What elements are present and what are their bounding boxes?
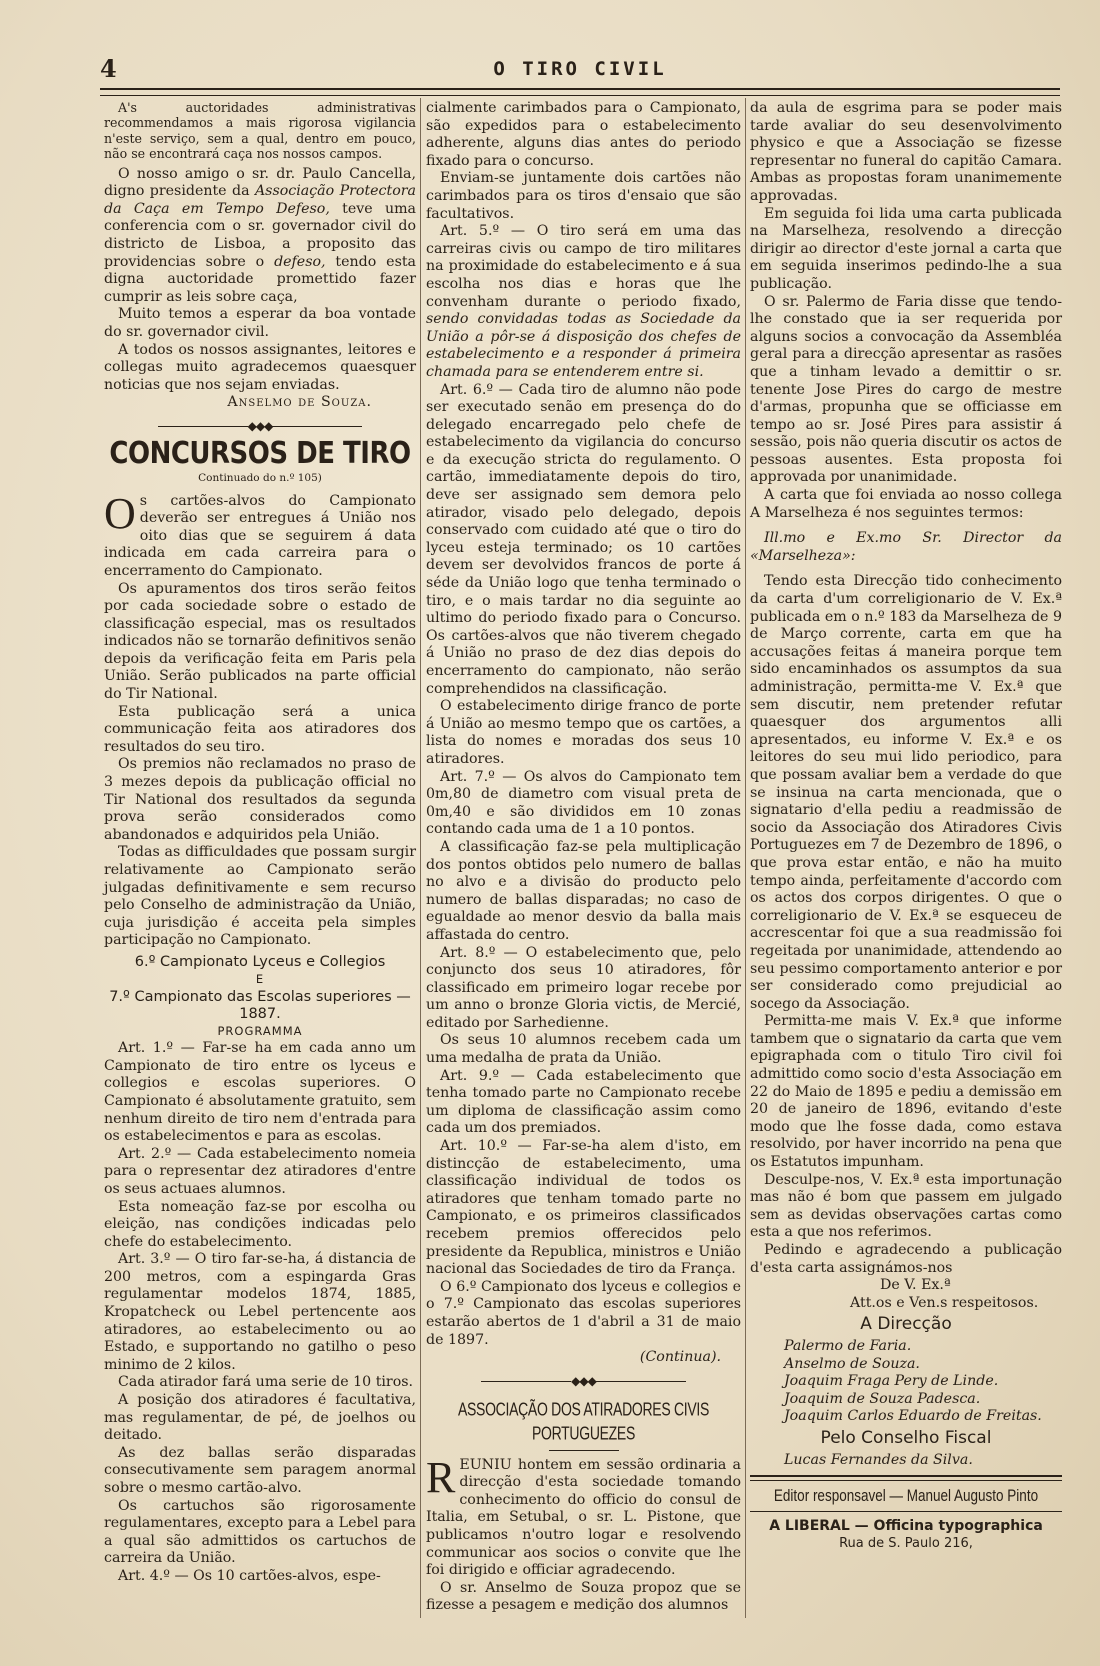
drop-cap: R [426,1452,456,1502]
article: Art. 1.º — Far-se ha em cada anno um Campionato de tiro entre os lyceus e collegios e escolas superiores. O Campionato é absolutamente gratuito, sem nenhum direito de tiro nem d'entrada para os estabelecimentos e para as escolas. [104,1040,416,1145]
paragraph: A classificação faz-se pela multiplicação dos pontos obtidos pelo numero de ballas no alvo e a divisão do producto pelo numero de ballas disparadas; no caso de egualdade ao menor desvio da balla mais affastada do centro. [426,838,741,943]
paragraph: O estabelecimento dirige franco de porte á União ao mesmo tempo que os cartões, a lista do nomes e moradas dos seus 10 atiradores. [426,698,741,767]
article: Art. 8.º — O estabelecimento que, pelo conjuncto dos seus 10 atiradores, fôr classificado em primeiro logar recebe por um anno o bronze Gloria victis, de Mercié, editado por Sarhedienne. [426,944,741,1031]
paragraph: Esta publicação será a unica communicação feita aos atiradores dos resultados do seu tiro. [104,703,416,755]
letter-closing: De V. Ex.ª [880,1277,951,1294]
footer-rule [750,1511,1062,1512]
paragraph: O 6.º Campionato dos lyceus e collegios e o 7.º Campionato das escolas superiores estarão abertos de 1 d'abril a 31 de maio de 1897. [426,1278,741,1348]
paragraph: A todos os nossos assignantes, leitores e collegas muito agradecemos quaesquer noticias que nos sejam enviadas. [104,341,416,393]
programma-label: PROGRAMMA [217,1023,303,1038]
short-rule [549,1450,619,1451]
letter-closing: Att.os e Ven.s respeitosos. [850,1294,1039,1311]
article: Art. 5.º — O tiro será em uma das carreiras civis ou campo de tiro militares na proximidade do estabelecimento e á sua escolha nos dias e horas que lhe convenham durante o periodo fixado, sendo convidadas todas as Sociedade da União a pôr-se á disposição dos chefes de estabelecimento e a responder á primeira chamada para se entenderem entre si. [426,223,741,380]
drop-cap: O [104,488,136,538]
letter-salutation: Ill.mo e Ex.mo Sr. Director da «Marselheza»: [750,530,1062,564]
paragraph: Os seus 10 alumnos recebem cada um uma medalha de prata da União. [426,1032,741,1067]
column-divider [745,98,746,1618]
column-3 [750,100,1062,1553]
paragraph: Cada atirador fará uma serie de 10 tiros. [118,1374,414,1391]
editor-line: Editor responsavel — Manuel Augusto Pinto [773,1486,1039,1505]
paragraph: O sr. Palermo de Faria disse que tendo-lhe constado que ia ser requerida por alguns socios a convocação da Assembléa geral para a direcção apresentar as rasões que a tinham levado a demittir o sr. tenente Jose Pires do cargo de mestre d'armas, propunha que se officiasse em tempo ao sr. José Pires para assistir á sessão, pois não queria discutir os actos de pessoas ausentes. Esta proposta foi approvada por unanimidade. [750,293,1062,486]
column-divider [420,98,421,1618]
paragraph: cialmente carimbados para o Campionato, são expedidos para o estabelecimento adherente, alguns dias antes do periodo fixado para o concurso. [426,100,741,169]
paragraph: Permitta-me mais V. Ex.ª que informe tambem que o signatario da carta que vem epigraphada com o titulo Tiro civil foi admittido como socio d'esta Associação em 22 do Maio de 1895 e pediu a demissão em 20 de janeiro de 1896, evitando d'este modo que lhe fosse dada, como estava resolvido, por haver incorrido na pena que os Estatutos impunham. [750,1013,1062,1171]
paragraph: Enviam-se juntamente dois cartões não carimbados para os tiros d'ensaio que são facultativos. [426,170,741,222]
paragraph: Pedindo e agradecendo a publicação d'esta carta assignámos-nos [750,1242,1062,1276]
article: Art. 7.º — Os alvos do Campionato tem 0m,80 de diametro com visual preta de 0m,40 e são divididos em 10 zonas contando cada uma de 1 a 10 pontos. [426,768,741,838]
paragraph: Muito temos a esperar da boa vontade do sr. governador civil. [104,306,416,340]
signature-heading: A Direcção [860,1314,952,1335]
ornament-divider: ◆◆◆ [426,1373,741,1391]
article: Art. 3.º — O tiro far-se-ha, á distancia de 200 metros, com a espingarda Gras regulamentar modelos 1874, 1885, Kropatcheck ou Lebel pertencente aos atiradores, ao estabelecimento ou ao Estado, e supportando no gatilho o peso minimo de 2 kilos. [104,1251,416,1373]
signature-heading: Pelo Conselho Fiscal [820,1427,992,1448]
paragraph: Tendo esta Direcção tido conhecimento da carta d'um correligionario de V. Ex.ª publicada em o n.º 183 da Marselheza de 9 de Março corrente, carta em que ha accusações feitas á maneira porque tem sido encaminhados os assumptos da sua administração, permitta-me V. Ex.ª que sem discutir, nem pretender refutar quaesquer dos argumentos alli apresentados, eu informe V. Ex.ª e os leitores do seu mui lido periodico, para que possam avaliar bem a verdade do que se insinua na carta mencionada, que o signatario d'ella pediu a readmissão de socio da Associação dos Atiradores Civis Portuguezes em 7 de Dezembro de 1896, o que prova estar então, e não ha muito tempo ainda, perfeitamente d'accordo com os actos dos corpos dirigentes. O que o correligionario de V. Ex.ª se esqueceu de accrescentar foi que a sua readmissão foi regeitada por unanimidade, attendendo ao seu pessimo comportamento anterior e por ser considerado como prejudicial ao socego da Associação. [750,573,1062,1012]
paragraph: Os cartuchos são rigorosamente regulamentares, excepto para a Lebel para a qual são admittidos os cartuchos de carreira da União. [104,1497,416,1567]
signatory: Palermo de Faria. [784,1337,912,1354]
printer-address: Rua de S. Paulo 216, [839,1536,973,1552]
signatories-list [750,1338,1062,1426]
paragraph: Todas as difficuldades que possam surgir relativamente ao Campionato serão julgadas definitivamente e sem recurso pelo Conselho de administração da União, cuja jurisdição é acceita pela simples participação no Campionato. [104,844,416,949]
header-rule [100,88,1060,96]
paragraph: Os premios não reclamados no praso de 3 mezes depois da publicação official no Tir National dos resultados da segunda prova serão considerados como abandonados e adquiridos pela União. [104,756,416,843]
page-number: 4 [100,54,117,83]
printer-name: A LIBERAL — Officina typographica [769,1517,1043,1534]
article: Art. 6.º — Cada tiro de alumno não pode ser executado senão em presença do do delegado encarregado pelo chefe de estabelecimento da vigilancia do concurso e da execução stricta do regulamento. O cartão, immediatamente depois do tiro, deve ser assignado sem demora pelo atirador, visado pelo delegado, depois conservado com cuidado até que o tiro do lyceu esteja terminado; os 10 cartões devem ser devolvidos francos de porte á séde da União logo que tenha terminado o tiro, e o mais tardar no dia seguinte ao ultimo do periodo fixado para o Concurso. Os cartões-alvos que não tiverem chegado á União no praso de dez dias depois do encerramento do campionato, não serão comprehendidos na classificação. [426,381,741,697]
article: Art. 10.º — Far-se-ha alem d'isto, em distincção de estabelecimento, uma classificação individual de todos os atiradores que tenham tomado parte no Campionato, e os primeiros classificados recebem premios offerecidos pelo presidente da Republica, ministros e União nacional das Sociedades de tiro da França. [426,1138,741,1278]
paragraph: REUNIU hontem em sessão ordinaria a direcção d'esta sociedade tomando conhecimento do officio do consul de Italia, em Setubal, o sr. L. Pistone, que publicamos n'outro logar e resolvendo communicar aos socios o convite que lhe foi dirigido e officiar agradecendo. [426,1452,741,1579]
signatory: Joaquim Carlos Eduardo de Freitas. [784,1408,1042,1425]
page-header [100,52,1060,92]
paragraph: As dez ballas serão disparadas consecutivamente sem paragem anormal sobre o mesmo cartão-alvo. [104,1444,416,1496]
paragraph: A posição dos atiradores é facultativa, mas regulamentar, de pé, de joelhos ou deitado. [104,1392,416,1444]
paragraph: Os apuramentos dos tiros serão feitos por cada sociedade sobre o estado de classificação especial, mas os resultados indicados não se tornarão definitivos senão depois da verificação feita em Paris pela União. Serão publicados na parte official do Tir National. [104,580,416,703]
ornament-divider: ◆◆◆ [104,418,416,436]
paragraph: O sr. Anselmo de Souza propoz que se fizesse a pesagem e medição dos alumnos [426,1579,741,1614]
paragraph: Em seguida foi lida uma carta publicada na Marselheza, resolvendo a direcção dirigir ao director d'este jornal a carta que em seguida inserimos pedindo-lhe a sua publicação. [750,205,1062,292]
subheading: 7.º Campionato das Escolas superiores — 1887. [109,988,411,1022]
paragraph: A's auctoridades administrativas recommendamos a mais rigorosa vigilancia n'este serviço, sem a qual, dentro em pouco, não se encontrará caça nos nossos campos. [104,100,416,162]
masthead-title: O TIRO CIVIL [493,58,667,80]
column-2 [426,100,741,1615]
section-headline: CONCURSOS DE TIRO [109,436,411,471]
paragraph: O nosso amigo o sr. dr. Paulo Cancella, digno presidente da Associação Protectora da Caça em Tempo Defeso, teve uma conferencia com o sr. governador civil do districto de Lisboa, a proposito das providencias sobre o defeso, tendo esta digna auctoridade promettido fazer cumprir as leis sobre caça, [104,165,417,305]
signatory: Joaquim Fraga Pery de Linde. [784,1373,999,1390]
footer-rule [750,1475,1062,1481]
column-1 [104,100,416,1586]
paragraph: Os cartões-alvos do Campionato deverão ser entregues á União nos oito dias que se seguirem á data indicada em cada carreira para o encerramento do Campionato. [104,488,416,579]
subheading-conjunction: E [255,971,265,986]
author-signature: Anselmo de Souza. [227,394,372,411]
section-headline: ASSOCIAÇÃO DOS ATIRADORES CIVIS PORTUGUEZES [457,1398,710,1444]
paragraph: A carta que foi enviada ao nosso collega A Marselheza é nos seguintes termos: [750,487,1062,521]
signatory: Lucas Fernandes da Silva. [784,1451,973,1468]
paragraph: Esta nomeação faz-se por escolha ou eleição, nas condições indicadas pelo chefe do estabelecimento. [104,1198,416,1250]
signatory: Joaquim de Souza Padesca. [784,1390,981,1407]
paragraph: da aula de esgrima para se poder mais tarde avaliar do seu desenvolvimento physico e que a Associação se fizesse representar no funeral do capitão Camara. Ambas as propostas foram unanimemente approvadas. [750,100,1062,204]
article: Art. 9.º — Cada estabelecimento que tenha tomado parte no Campionato recebe um diploma de classificação assim como cada um dos premiados. [426,1067,741,1137]
continua-note: (Continua). [639,1349,721,1366]
continued-note: Continuado do n.º 105) [198,472,322,485]
article: Art. 2.º — Cada estabelecimento nomeia para o representar dez atiradores d'entre os seus actuaes alumnos. [104,1145,416,1197]
signatory: Anselmo de Souza. [784,1355,920,1372]
article: Art. 4.º — Os 10 cartões-alvos, espe- [118,1567,381,1584]
subheading: 6.º Campionato Lyceus e Collegios [134,953,386,970]
paragraph: Desculpe-nos, V. Ex.ª esta importunação mas não é bom que passem em julgado sem as devidas observações cartas como esta a que nos referimos. [750,1171,1062,1241]
